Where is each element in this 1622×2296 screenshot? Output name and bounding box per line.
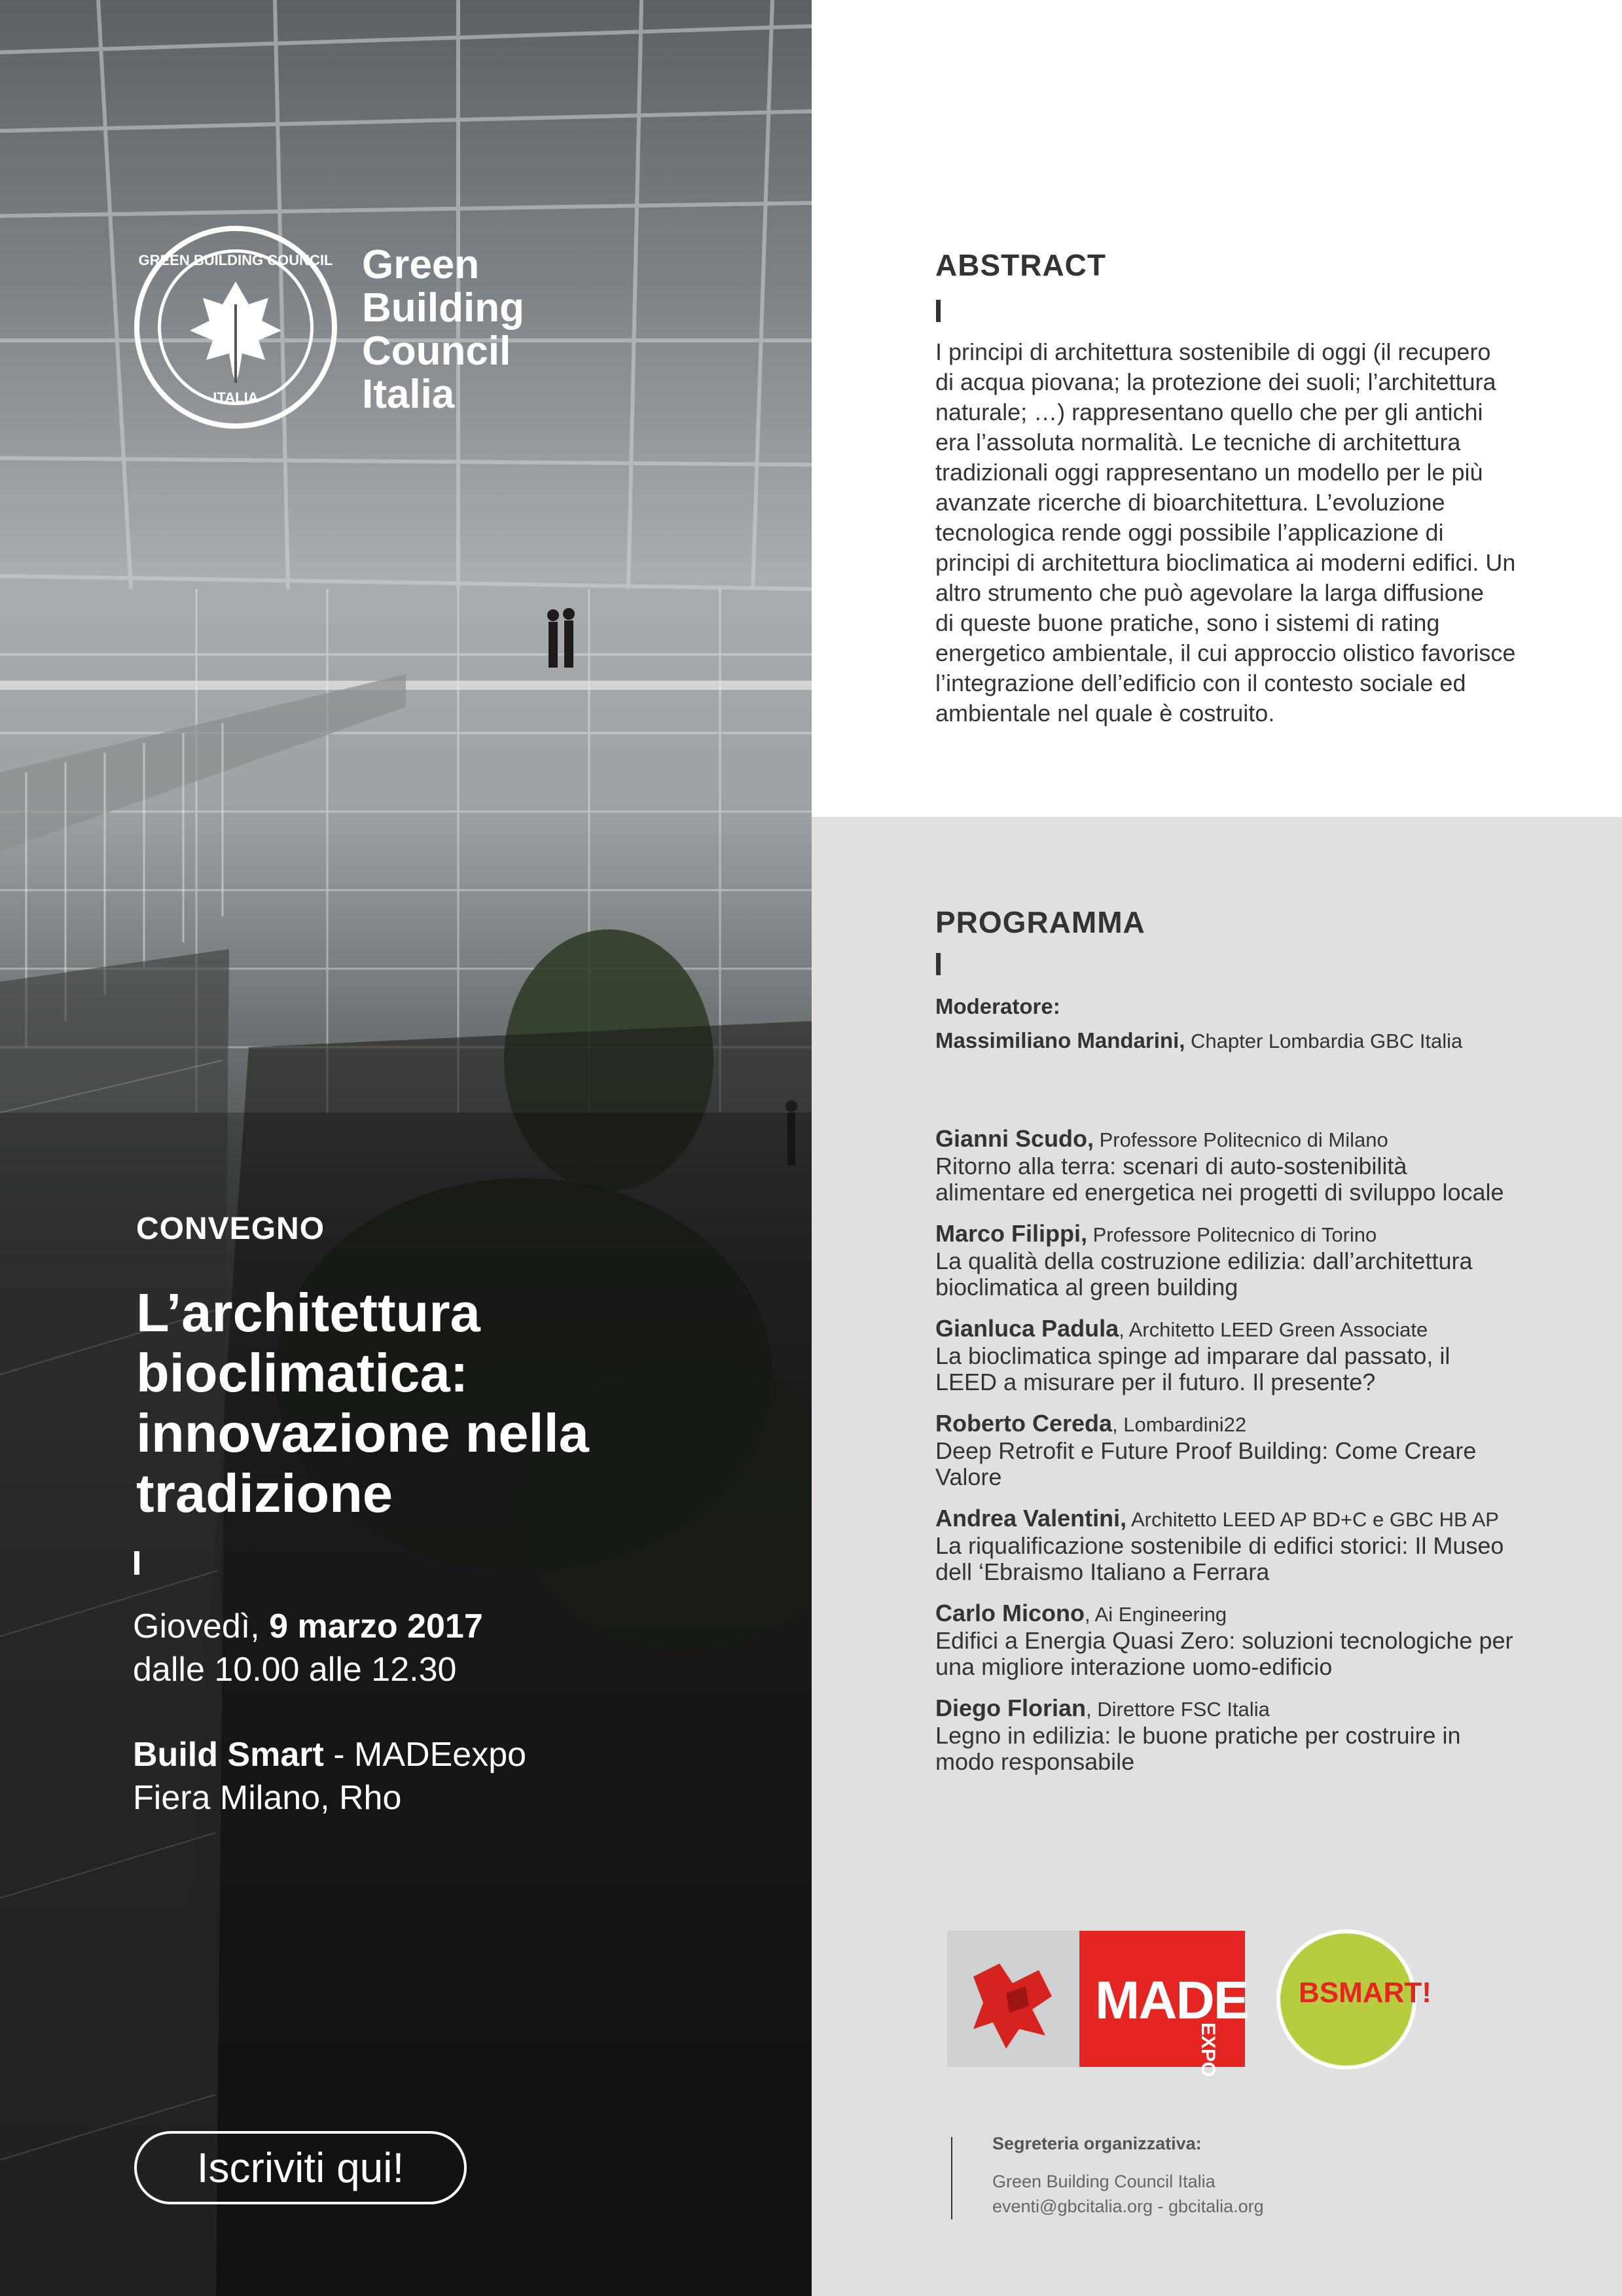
speaker-item [935, 1410, 1590, 1490]
programma-divider [936, 953, 941, 975]
event-time: dalle 10.00 alle 12.30 [133, 1651, 457, 1689]
logo-ring-bottom: ITALIA [213, 389, 259, 406]
title-line-3: innovazione nella [136, 1403, 589, 1463]
date-bold: 9 marzo 2017 [269, 1607, 483, 1645]
speaker-item [935, 1600, 1590, 1680]
talk-line: modo responsabile [935, 1748, 1135, 1775]
made-cube-icon [947, 1931, 1079, 2067]
date-prefix: Giovedì, [133, 1607, 270, 1645]
segreteria-block [992, 2131, 1264, 2219]
abstract-line: naturale; …) rappresentano quello che per gli antichi [935, 399, 1483, 425]
segreteria-label: Segreteria organizzativa: [992, 2134, 1202, 2153]
talk-line: una migliore interazione uomo-edificio [935, 1653, 1333, 1680]
speaker-affiliation: Professore Politecnico di Milano [1094, 1128, 1388, 1151]
speaker-name: Gianni Scudo, [935, 1125, 1094, 1152]
talk-line: Edifici a Energia Quasi Zero: soluzioni tecnologiche per [935, 1627, 1513, 1654]
title-line-2: bioclimatica: [136, 1342, 469, 1403]
segreteria-divider [951, 2137, 952, 2219]
speaker-item [935, 1126, 1590, 1206]
venue-bold: Build Smart [133, 1736, 324, 1774]
bsmart-text: BSMART! [1299, 1977, 1432, 2009]
logo-ring-top: GREEN BUILDING COUNCIL [138, 252, 333, 268]
register-button[interactable]: Iscriviti qui! [134, 2131, 467, 2204]
abstract-line: era l’assoluta normalità. Le tecniche di architettura [935, 429, 1461, 456]
abstract-line: energetico ambientale, il cui approccio olistico favorisce [935, 639, 1516, 666]
moderator-role: Chapter Lombardia GBC Italia [1185, 1030, 1463, 1052]
logo-line-1: Green [362, 242, 480, 287]
speaker-name: Marco Filippi, [935, 1220, 1088, 1247]
logo-line-4: Italia [362, 372, 455, 417]
speaker-name: Carlo Micono [935, 1600, 1085, 1626]
made-logo-grey [947, 1931, 1079, 2067]
logo-line-3: Council [362, 329, 511, 374]
talk-line: La riqualificazione sostenibile di edifici storici: Il Museo [935, 1532, 1504, 1559]
speaker-list [935, 1126, 1590, 1790]
programma-title: PROGRAMMA [935, 905, 1145, 939]
talk-line: La bioclimatica spinge ad imparare dal passato, il [935, 1342, 1451, 1369]
abstract-divider [936, 300, 941, 322]
logo-line-2: Building [362, 285, 524, 331]
talk-line: alimentare ed energetica nei progetti di sviluppo locale [935, 1179, 1504, 1206]
talk-line: dell ‘Ebraismo Italiano a Ferrara [935, 1558, 1270, 1585]
venue-rest: - MADEexpo [323, 1736, 527, 1774]
talk-line: Legno in edilizia: le buone pratiche per costruire in [935, 1722, 1461, 1749]
abstract-title: ABSTRACT [935, 248, 1106, 282]
abstract-line: tecnologica rende oggi possibile l’applicazione di [935, 519, 1444, 546]
speaker-name: Gianluca Padula [935, 1315, 1119, 1342]
speaker-name: Andrea Valentini, [935, 1505, 1127, 1532]
leaf-icon [134, 226, 337, 429]
abstract-line: tradizionali oggi rappresentano un modello per le più [935, 459, 1483, 486]
abstract-line: di acqua piovana; la protezione dei suoli; l’architettura [935, 368, 1496, 395]
abstract-line: principi di architettura bioclimatica ai moderni edifici. Un [935, 549, 1516, 576]
speaker-item [935, 1505, 1590, 1585]
speaker-affiliation: Architetto LEED AP BD+C e GBC HB AP [1126, 1508, 1499, 1531]
abstract-line: avanzate ricerche di bioarchitettura. L’evoluzione [935, 489, 1445, 516]
made-expo-logo[interactable] [947, 1931, 1248, 2077]
speaker-item [935, 1316, 1590, 1395]
abstract-line: l’integrazione dell’edificio con il contesto sociale ed [935, 670, 1466, 696]
speaker-affiliation: , Direttore FSC Italia [1086, 1698, 1270, 1721]
event-location: Fiera Milano, Rho [133, 1779, 402, 1817]
speaker-affiliation: Professore Politecnico di Torino [1087, 1223, 1377, 1246]
abstract-line: altro strumento che può agevolare la larga diffusione [935, 579, 1484, 606]
talk-line: La qualità della costruzione edilizia: dall’architettura [935, 1247, 1473, 1274]
abstract-line: I principi di architettura sostenibile di oggi (il recupero [935, 338, 1491, 365]
gbc-logo-seal [134, 226, 337, 429]
moderator-name: Massimiliano Mandarini, [935, 1028, 1185, 1052]
title-line-1: L’architettura [136, 1282, 480, 1343]
divider-bar [134, 1551, 139, 1575]
speaker-affiliation: , Architetto LEED Green Associate [1119, 1318, 1428, 1341]
speaker-affiliation: , Lombardini22 [1112, 1413, 1247, 1436]
moderator-block [935, 990, 1462, 1058]
segreteria-org: Green Building Council Italia [992, 2172, 1216, 2191]
abstract-text [935, 337, 1564, 728]
speaker-name: Roberto Cereda [935, 1410, 1113, 1437]
speaker-item [935, 1695, 1590, 1775]
talk-line: Ritorno alla terra: scenari di auto-sostenibilità [935, 1153, 1407, 1179]
speaker-name: Diego Florian [935, 1695, 1087, 1721]
talk-line: Valore [935, 1463, 1002, 1490]
talk-line: bioclimatica al green building [935, 1274, 1238, 1300]
moderator-label: Moderatore: [935, 994, 1060, 1018]
segreteria-contact[interactable]: eventi@gbcitalia.org - gbcitalia.org [992, 2197, 1264, 2216]
talk-line: Deep Retrofit e Future Proof Building: Come Creare [935, 1437, 1477, 1464]
abstract-line: di queste buone pratiche, sono i sistemi di rating [935, 609, 1440, 636]
event-venue [133, 1733, 526, 1820]
made-expo-text: EXPO [1197, 2022, 1219, 2077]
speaker-item [935, 1221, 1590, 1300]
event-date [133, 1605, 483, 1691]
event-kind: CONVEGNO [136, 1211, 325, 1246]
made-text: MADE [1095, 1971, 1248, 2030]
talk-line: LEED a misurare per il futuro. Il presente? [935, 1369, 1376, 1395]
abstract-line: ambientale nel quale è costruito. [935, 700, 1275, 726]
gbc-logo-wordmark [362, 243, 524, 416]
event-title [136, 1283, 791, 1524]
title-line-4: tradizione [136, 1463, 393, 1524]
build-smart-logo[interactable] [1276, 1929, 1432, 2070]
speaker-affiliation: , Ai Engineering [1085, 1603, 1227, 1626]
